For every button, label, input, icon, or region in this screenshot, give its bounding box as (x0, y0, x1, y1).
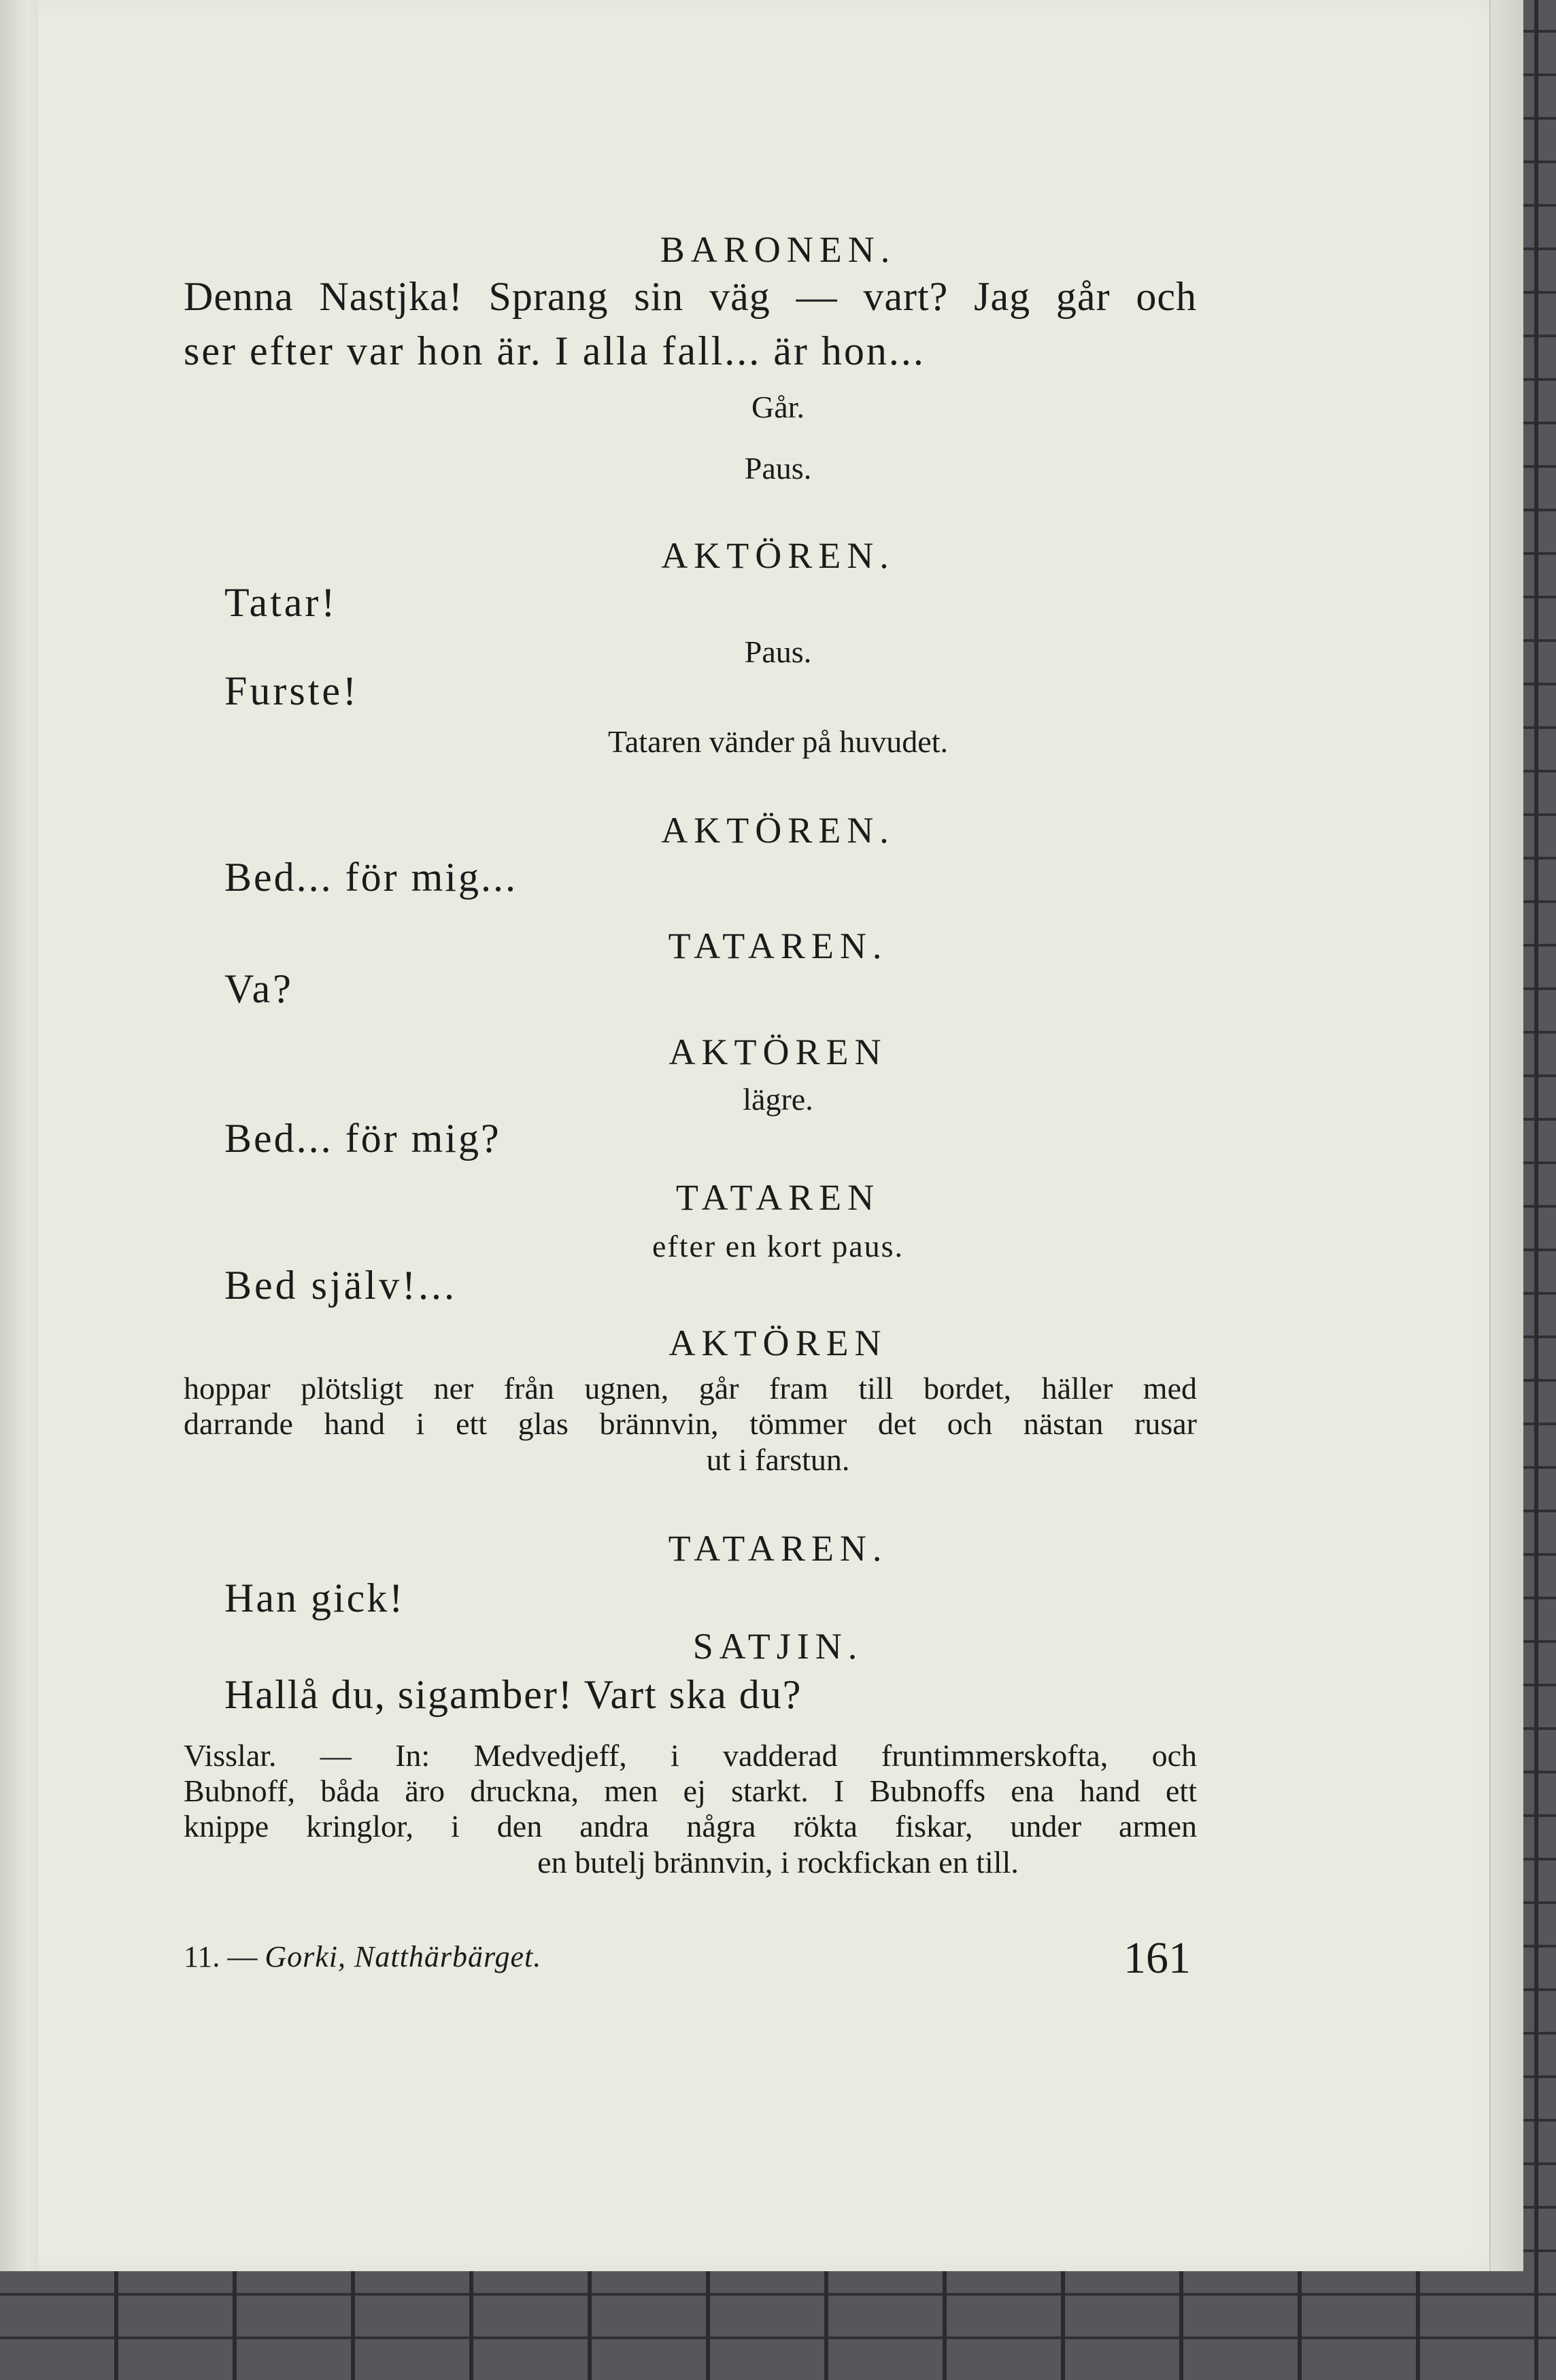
dialogue-line: Bed... för mig... (224, 855, 518, 900)
signature-number: 11. — (184, 1940, 258, 1973)
page-number: 161 (1123, 1933, 1191, 1983)
stage-direction-line: Visslar. — In: Medvedjeff, i vadderad fruntimmerskofta, och (184, 1738, 1197, 1773)
stage-direction-line: knippe kringlor, i den andra några rökta fiskar, under armen (184, 1809, 1197, 1843)
speaker-aktoren: AKTÖREN. (661, 535, 895, 576)
speaker-aktoren: AKTÖREN (669, 1323, 887, 1363)
speaker-tataren: TATAREN. (668, 925, 888, 966)
stage-direction: Paus. (744, 634, 812, 669)
stage-direction: efter en kort paus. (652, 1229, 904, 1263)
dialogue-line: Hallå du, sigamber! Vart ska du? (224, 1672, 802, 1717)
stage-direction-line: ut i farstun. (706, 1442, 850, 1477)
signature-title: Gorki, Natthärbärget. (265, 1940, 542, 1973)
speaker-aktoren: AKTÖREN. (661, 810, 895, 851)
dialogue-line: Furste! (224, 668, 359, 713)
dialogue-line: Han gick! (224, 1576, 405, 1620)
speaker-tataren: TATAREN. (668, 1528, 888, 1569)
dialogue-line: Bed själv!... (224, 1263, 457, 1308)
dialogue-line: ser efter var hon är. I alla fall... är hon... (184, 328, 926, 373)
page-edge (1489, 0, 1523, 2271)
stage-direction-line: en butelj brännvin, i rockfickan en till. (537, 1845, 1019, 1880)
speaker-satjin: SATJIN. (692, 1626, 864, 1667)
dialogue-line: Denna Nastjka! Sprang sin väg — vart? Jag går och (184, 274, 1197, 319)
stage-direction-line: Bubnoff, båda äro druckna, men ej starkt. I Bubnoffs ena hand ett (184, 1773, 1197, 1808)
stage-direction: Tataren vänder på huvudet. (607, 724, 948, 759)
dialogue-line: Bed... för mig? (224, 1116, 501, 1161)
speaker-baronen: BARONEN. (660, 229, 896, 270)
stage-direction-line: hoppar plötsligt ner från ugnen, går fram till bordet, häller med (184, 1371, 1197, 1406)
stage-direction: Går. (751, 390, 805, 424)
stage-direction-line: darrande hand i ett glas brännvin, tömmer det och nästan rusar (184, 1406, 1197, 1441)
stage-direction: lägre. (743, 1082, 813, 1117)
stage-direction: Paus. (744, 451, 812, 486)
dialogue-line: Va? (224, 966, 294, 1011)
speaker-aktoren: AKTÖREN (669, 1032, 887, 1072)
dialogue-line: Tatar! (224, 580, 338, 625)
speaker-tataren: TATAREN (675, 1177, 881, 1218)
signature-mark (184, 1939, 541, 1974)
